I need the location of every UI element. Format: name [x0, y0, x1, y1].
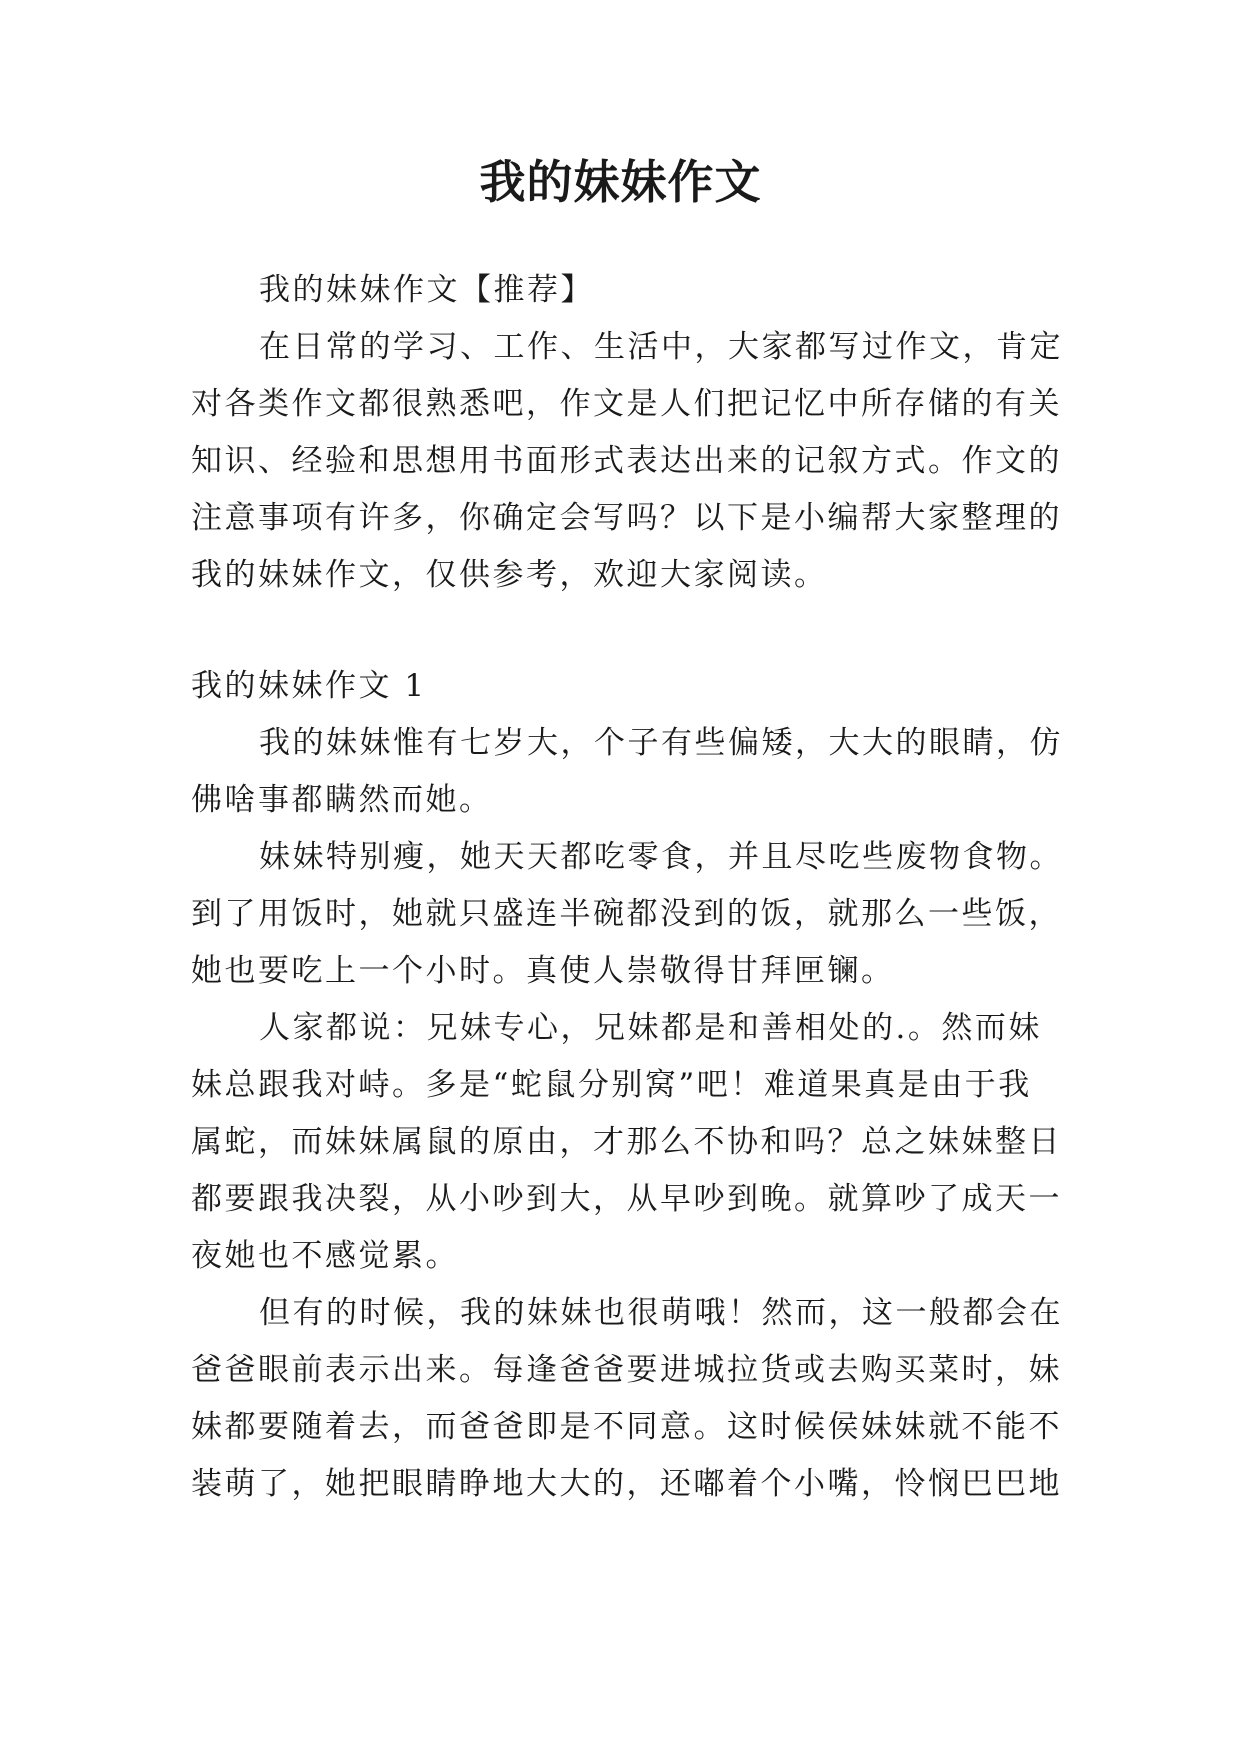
paragraph-line: 属蛇，而妹妹属鼠的原由，才那么不协和吗？总之妹妹整日 [191, 1124, 1062, 1160]
paragraph-line: 人家都说：兄妹专心，兄妹都是和善相处的.。然而妹 [259, 1010, 1042, 1046]
section-spacer [191, 604, 1071, 658]
intro-heading-text: 我的妹妹作文【推荐】 [259, 272, 594, 308]
essay-paragraph-2 [191, 829, 1071, 1000]
paragraph-line: 夜她也不感觉累。 [191, 1238, 459, 1274]
essay-paragraph-1 [191, 715, 1071, 829]
section-heading-text: 我的妹妹作文 1 [191, 668, 427, 704]
intro-line: 注意事项有许多，你确定会写吗？以下是小编帮大家整理的 [191, 500, 1062, 536]
intro-line: 对各类作文都很熟悉吧，作文是人们把记忆中所存储的有关 [191, 386, 1062, 422]
intro-line: 知识、经验和思想用书面形式表达出来的记叙方式。作文的 [191, 443, 1062, 479]
essay-paragraph-4 [191, 1285, 1071, 1513]
document-body [191, 262, 1071, 1513]
paragraph-line: 妹妹特别瘦，她天天都吃零食，并且尽吃些废物食物。 [259, 839, 1063, 875]
section-heading [191, 658, 1071, 715]
paragraph-line: 我的妹妹惟有七岁大，个子有些偏矮，大大的眼睛，仿 [259, 725, 1063, 761]
intro-line: 在日常的学习、工作、生活中，大家都写过作文，肯定 [259, 329, 1063, 365]
paragraph-line: 爸爸眼前表示出来。每逢爸爸要进城拉货或去购买菜时，妹 [191, 1352, 1062, 1388]
paragraph-line: 佛啥事都瞒然而她。 [191, 782, 493, 818]
paragraph-line: 装萌了，她把眼睛睁地大大的，还嘟着个小嘴，怜悯巴巴地 [191, 1466, 1062, 1502]
paragraph-line: 但有的时候，我的妹妹也很萌哦！然而，这一般都会在 [259, 1295, 1063, 1331]
intro-heading [191, 262, 1071, 319]
paragraph-line: 到了用饭时，她就只盛连半碗都没到的饭，就那么一些饭， [191, 896, 1062, 932]
intro-line: 我的妹妹作文，仅供参考，欢迎大家阅读。 [191, 557, 828, 593]
essay-paragraph-3 [191, 1000, 1071, 1285]
intro-paragraph [191, 319, 1071, 604]
paragraph-line: 都要跟我决裂，从小吵到大，从早吵到晚。就算吵了成天一 [191, 1181, 1062, 1217]
paragraph-line: 妹都要随着去，而爸爸即是不同意。这时候侯妹妹就不能不 [191, 1409, 1062, 1445]
paragraph-line: 妹总跟我对峙。多是“蛇鼠分别窝”吧！难道果真是由于我 [191, 1067, 1032, 1103]
paragraph-line: 她也要吃上一个小时。真使人崇敬得甘拜匣镧。 [191, 953, 895, 989]
document-title: 我的妹妹作文 [479, 155, 762, 209]
